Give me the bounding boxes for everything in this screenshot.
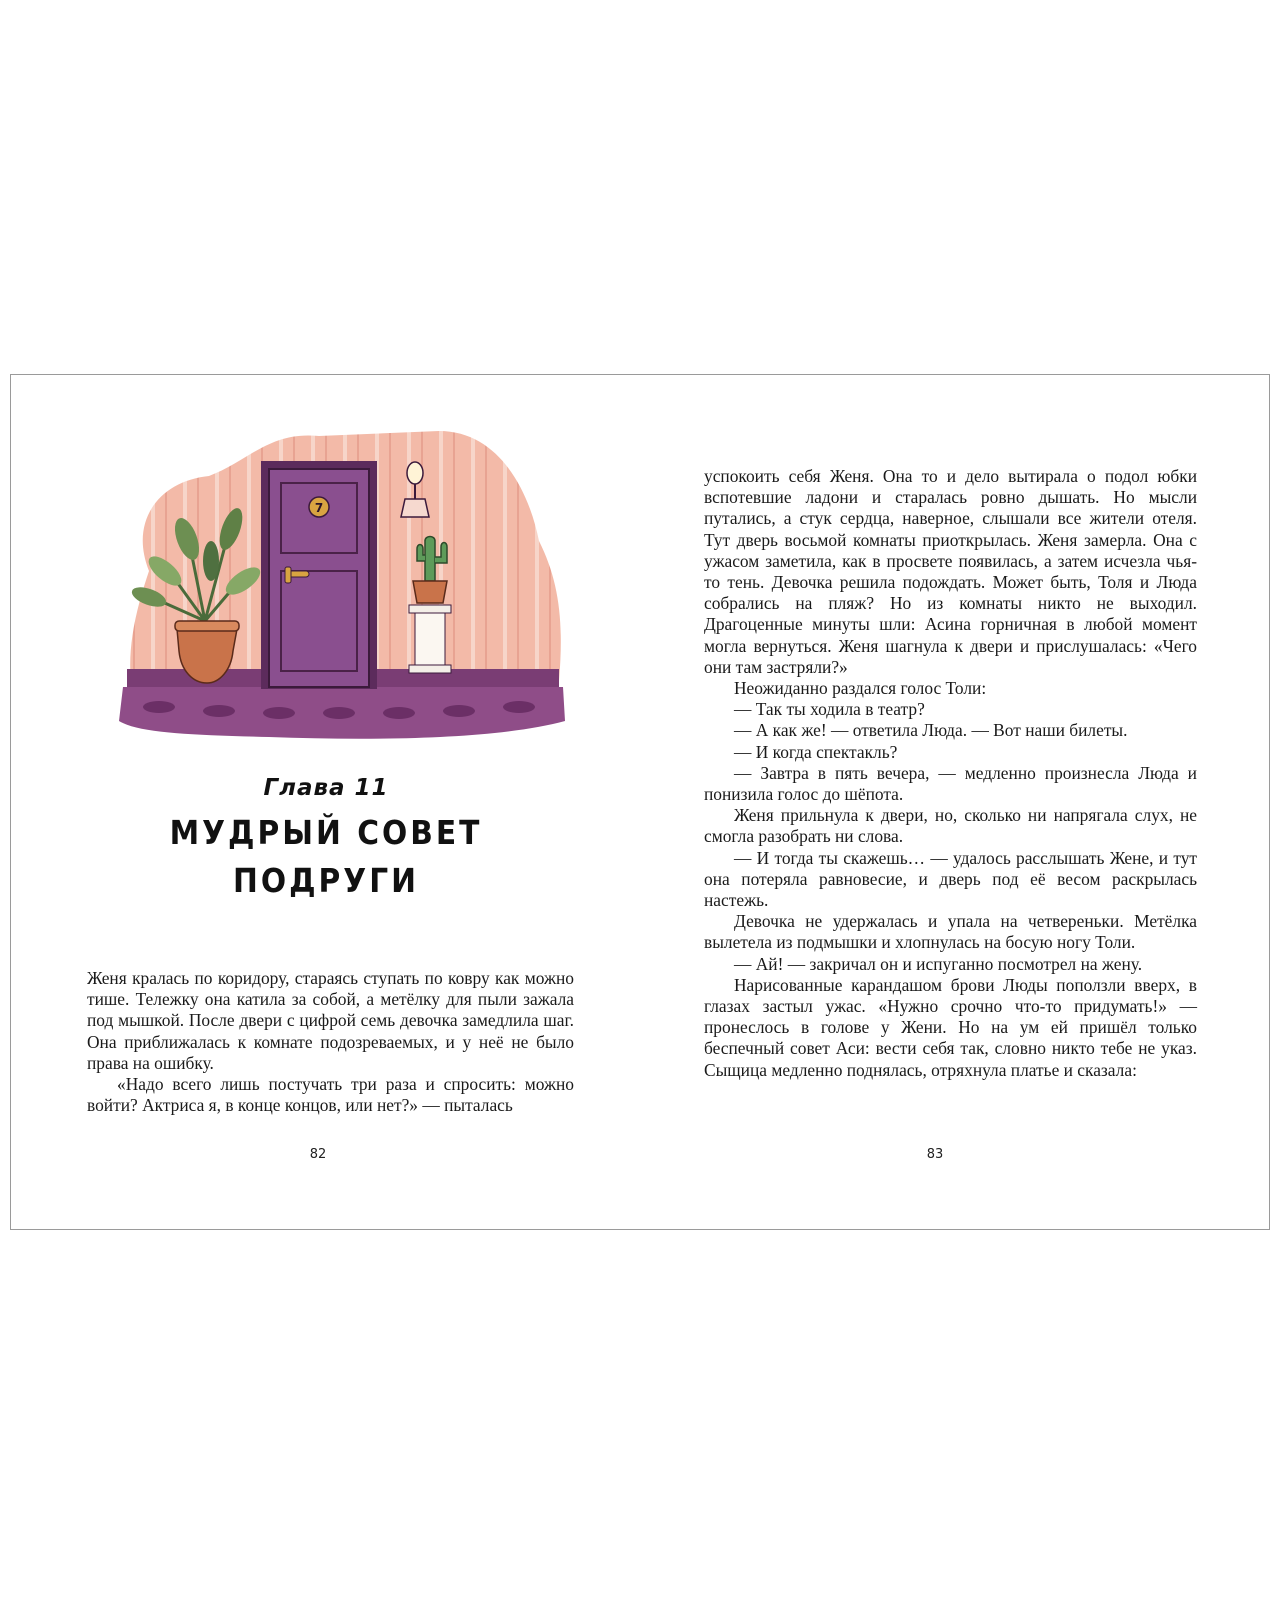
paragraph: — Завтра в пять вечера, — медленно произнесла Люда и понизила голос до шёпота.	[704, 762, 1197, 805]
right-page-text	[704, 466, 1197, 1081]
page-number-left: 82	[309, 1147, 327, 1162]
paragraph: — Ай! — закричал он и испуганно посмотрел на жену.	[734, 953, 1143, 974]
paragraph: Нарисованные карандашом брови Люды поползли вверх, в глазах застыл ужас. «Нужно срочно что-то придумать!» — пронеслось в голове у Жени. Но на ум ей пришёл только беспечный совет Аси: вести себя так, словно никто тебе не указ. Сыщица медленно поднялась, отряхнула платье и сказала:	[704, 974, 1197, 1080]
paragraph: «Надо всего лишь постучать три раза и спросить: можно войти? Актриса я, в конце концов, или нет?» — пыталась	[87, 1074, 574, 1116]
chapter-title-line-2: ПОДРУГИ	[233, 861, 419, 900]
chapter-title-line-1: МУДРЫЙ СОВЕТ	[169, 813, 483, 852]
paragraph: Неожиданно раздался голос Толи:	[734, 678, 987, 699]
paragraph: — Так ты ходила в театр?	[734, 699, 925, 720]
book-spread	[10, 374, 1270, 1230]
paragraph: Девочка не удержалась и упала на четвереньки. Метёлка вылетела из подмышки и хлопнулась на босую ногу Толи.	[704, 911, 1197, 953]
door-illustration	[119, 421, 571, 741]
door-number: 7	[314, 501, 324, 515]
page-number-right: 83	[926, 1147, 944, 1162]
chapter-title	[11, 809, 641, 905]
paragraph: Женя прильнула к двери, но, сколько ни напрягала слух, не смогла разобрать ни слова.	[704, 805, 1197, 847]
left-page-text	[87, 968, 574, 1116]
chapter-label: Глава 11	[263, 775, 389, 801]
paragraph: — И когда спектакль?	[734, 741, 898, 762]
paragraph: — И тогда ты скажешь… — удалось расслышать Жене, и тут она потеряла равновесие, и дверь под её весом раскрылась настежь.	[704, 847, 1197, 911]
paragraph: успокоить себя Женя. Она то и дело вытирала о подол юбки вспотевшие ладони и старалась ровно дышать. Но мысли путались, а стук сердца, наверное, слышали все жители отеля. Тут дверь восьмой комнаты приоткрылась. Женя замерла. Она с ужасом заметила, как в просвете появилась, а затем исчезла чья-то тень. Девочка решила подождать. Может быть, Толя и Люда собрались на пляж? Но из комнаты никто не выходил. Драгоценные минуты шли: Асина горничная в любой момент могла вернуться. Женя шагнула к двери и прислушалась: «Чего они там застряли?»	[704, 466, 1197, 677]
paragraph: — А как же! — ответила Люда. — Вот наши билеты.	[734, 720, 1128, 741]
paragraph: Женя кралась по коридору, стараясь ступать по ковру как можно тише. Тележку она катила за собой, а метёлку для пыли зажала под мышкой. После двери с цифрой семь девочка замедлила шаг. Она приближалась к комнате подозреваемых, и у неё не было права на ошибку.	[87, 968, 574, 1073]
